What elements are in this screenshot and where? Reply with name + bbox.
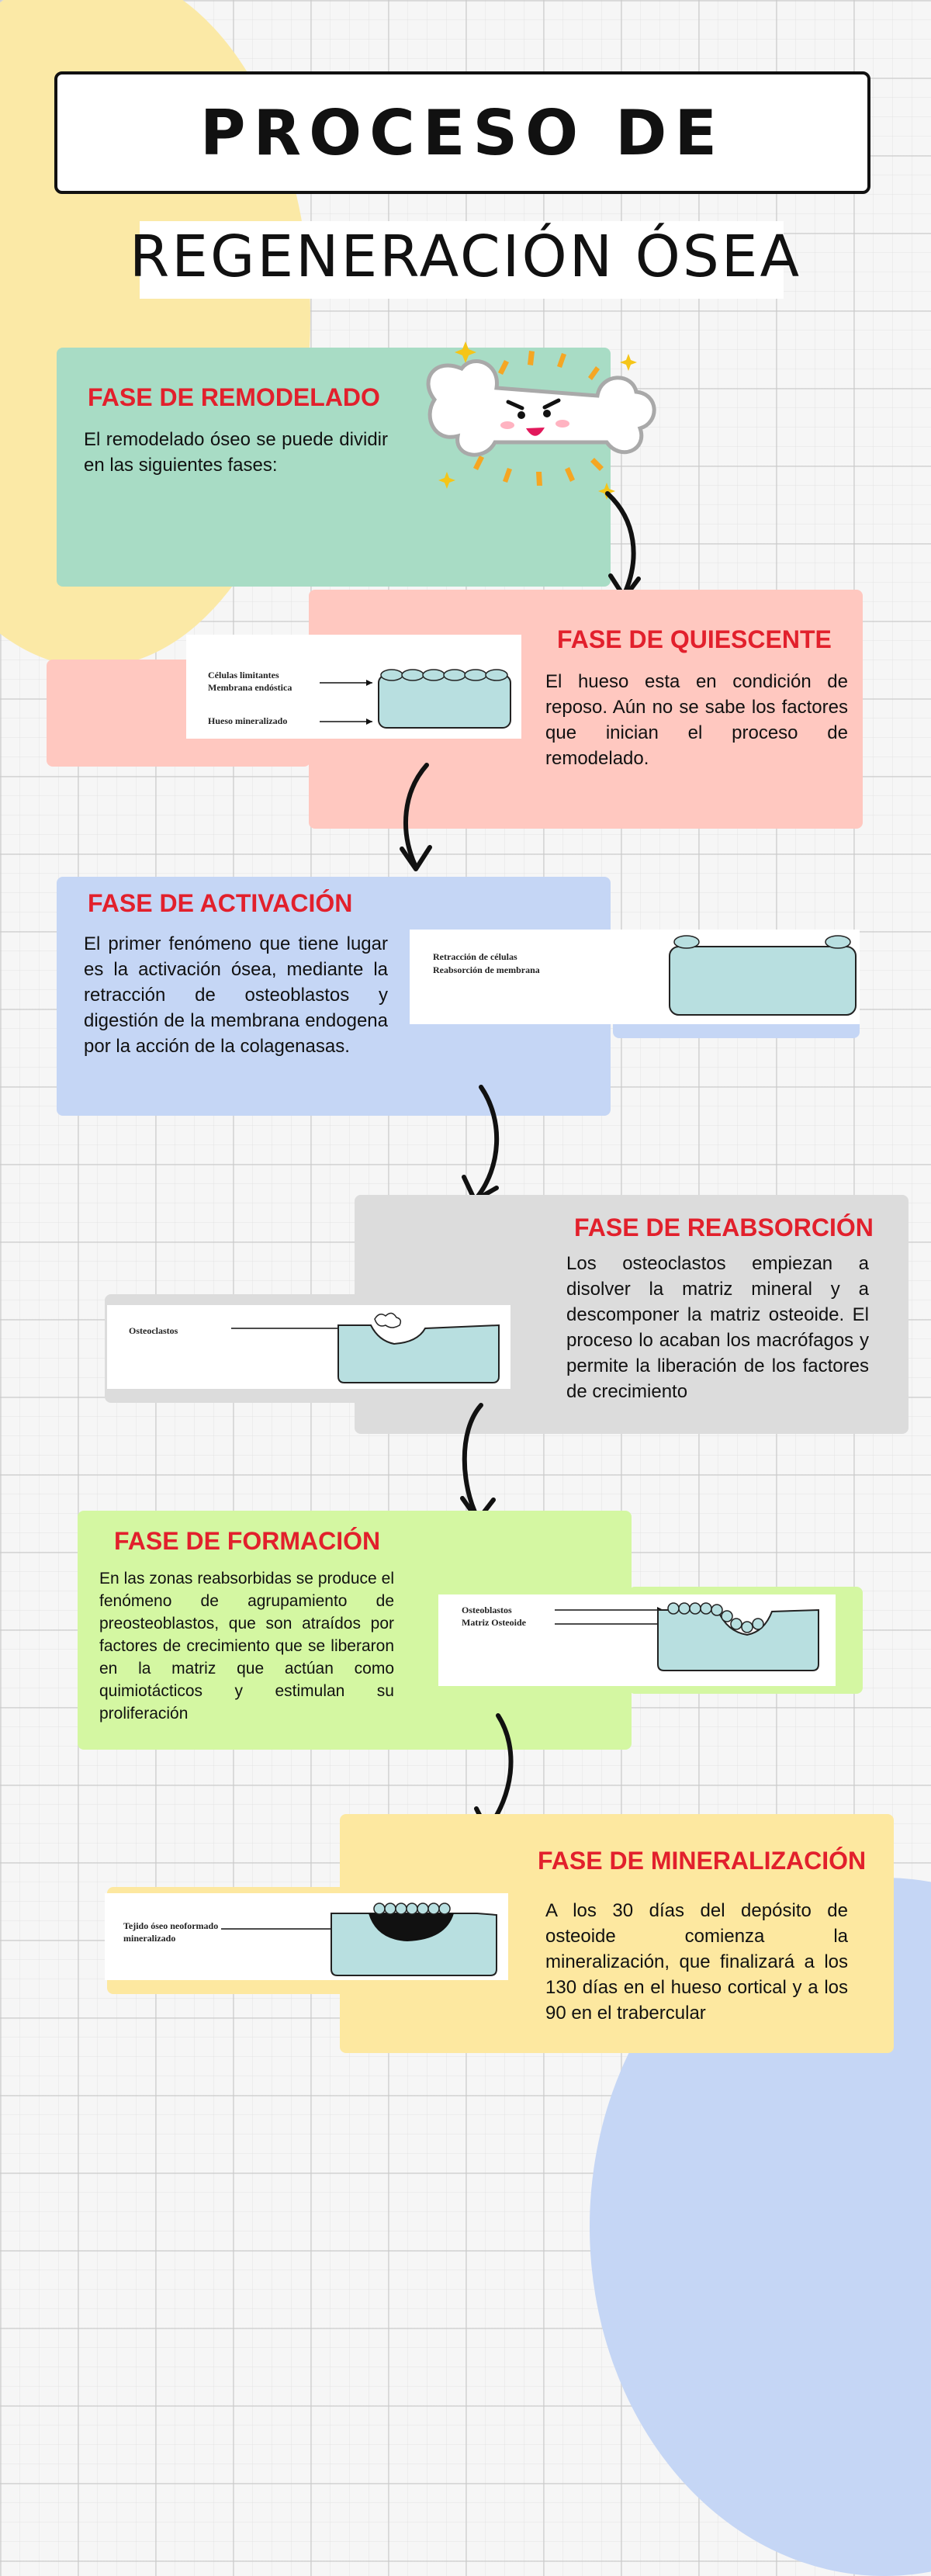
curved-arrow-icon <box>450 1082 512 1210</box>
diagram-mineralizacion <box>105 1893 508 1980</box>
diagram-label: Células limitantes <box>208 670 279 680</box>
page-subtitle: REGENERACIÓN ÓSEA <box>129 223 802 290</box>
diagram-label: Hueso mineralizado <box>208 715 288 726</box>
phase-title-reabsorcion: FASE DE REABSORCIÓN <box>574 1214 874 1241</box>
phase-text-mineralizacion: A los 30 días del depósito de osteoide comienza la mineralización, que finalizará a los 130 días en el hueso cortical y a los 90 en el trabercular <box>545 1900 848 2024</box>
diagram-label: Retracción de células <box>433 951 517 962</box>
diagram-quiescente <box>186 635 521 739</box>
bone-mascot-icon <box>403 326 667 504</box>
phase-text-remodelado: El remodelado óseo se puede dividir en las siguientes fases: <box>84 429 388 476</box>
curved-arrow-icon <box>450 1401 512 1528</box>
curved-arrow-icon <box>388 760 450 880</box>
title-box <box>54 71 870 194</box>
page-title: PROCESO DE <box>199 96 725 169</box>
diagram-label: Membrana endóstica <box>208 682 292 693</box>
phase-text-formacion: En las zonas reabsorbidas se produce el fenómeno de agrupamiento de preosteoblastos, que son atraídos por factores de crecimiento que se liberaron en la matriz que actúan como quimiotácticos y estimulan su proliferación <box>99 1570 394 1723</box>
phase-title-activacion: FASE DE ACTIVACIÓN <box>88 889 353 917</box>
phase-title-mineralizacion: FASE DE MINERALIZACIÓN <box>538 1847 867 1875</box>
phase-text-quiescente: El hueso esta en condición de reposo. Aún no se sabe los factores que inician el proceso de remodelado. <box>545 671 848 769</box>
diagram-label: Matriz Osteoide <box>462 1617 526 1628</box>
phase-title-formacion: FASE DE FORMACIÓN <box>114 1527 381 1555</box>
phase-text-activacion: El primer fenómeno que tiene lugar es la activación ósea, mediante la retracción de osteoblastos y digestión de la membrana endogena por la acción de la colagenasas. <box>84 933 388 1057</box>
diagram-label: Reabsorción de membrana <box>433 964 540 975</box>
diagram-label: Osteoblastos <box>462 1605 512 1615</box>
diagram-label: Osteoclastos <box>129 1325 178 1336</box>
diagram-activacion <box>410 930 860 1024</box>
diagram-reabsorcion <box>107 1305 510 1389</box>
phase-text-reabsorcion: Los osteoclastos empiezan a disolver la matriz mineral y a descomponer la matriz osteoide. El proceso lo acaban los macrófagos y permite la liberación de los factores de crecimiento <box>566 1253 869 1402</box>
diagram-formacion <box>438 1594 836 1686</box>
diagram-label: mineralizado <box>123 1933 176 1944</box>
phase-title-remodelado: FASE DE REMODELADO <box>88 383 380 411</box>
diagram-label: Tejido óseo neoformado <box>123 1920 219 1931</box>
phase-title-quiescente: FASE DE QUIESCENTE <box>557 625 832 653</box>
